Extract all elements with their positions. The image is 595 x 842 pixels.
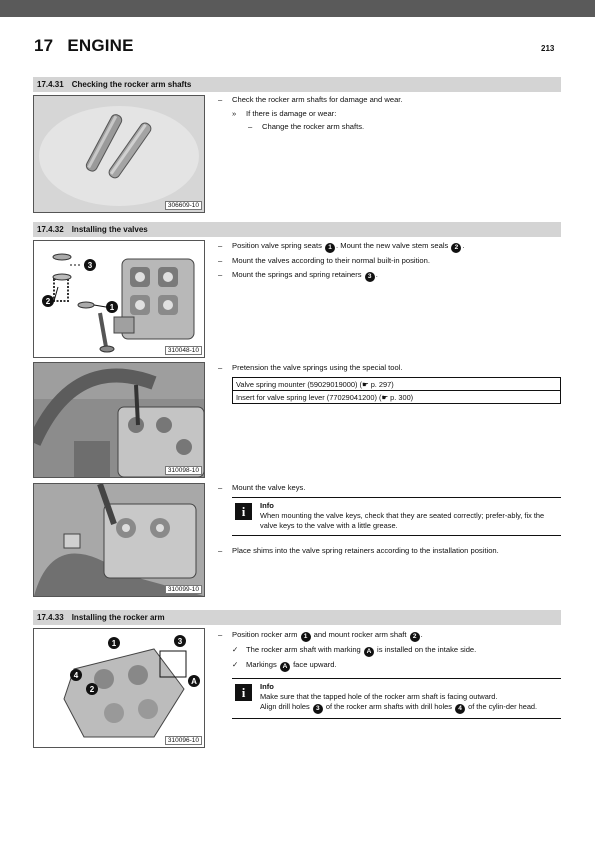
marker-2: 2 [89,685,95,694]
marker-2: 2 [45,297,51,306]
marker-4: 4 [73,671,79,680]
step: – Mount the valves according to their normal built-in position. [218,256,430,265]
sec2-steps-a [218,241,561,285]
step: – Mount the springs and spring retainers 3 . [218,269,378,280]
section-header-rocker-arm: 17.4.33 Installing the rocker arm [33,610,561,625]
figure-rocker-arm [33,628,205,748]
sec2-step-shims [218,546,561,560]
step: – Position rocker arm 1 and mount rocker arm shaft 2 . [218,630,423,640]
tool-row: Valve spring mounter (59029019000) (☛ p. 297) [233,378,561,391]
figure-id: 310048-10 [165,346,202,355]
cylinder-head-drawing [114,259,194,339]
marker-3: 3 [177,637,183,646]
sub-step: – Change the rocker arm shafts. [248,122,365,131]
tool-row: Insert for valve spring lever (77029041200) (☛ p. 300) [233,391,561,404]
top-bar [0,0,595,17]
info-icon: i [235,684,252,701]
info-box-rocker-shaft: i Info Make sure that the tapped hole of the rocker arm shaft is facing outward. Align drill holes 3 of the rocker arm shafts with drill holes 4 of the cylin-der head. [232,678,561,719]
step: – Position valve spring seats 1 . Mount the new valve stem seals 2 . [218,241,465,251]
figure-id: 306609-10 [165,201,202,210]
condition: » If there is damage or wear: [232,108,337,118]
marker-1: 1 [325,243,335,253]
special-tools-table [232,377,561,404]
figure-rocker-shafts [33,95,205,213]
marker-A: A [364,647,374,657]
sec1-steps [218,95,561,136]
page-ref-arrow-icon: ☛ [381,392,389,402]
sec3-steps [218,630,561,675]
check-icon: ✓ [232,645,239,654]
check-icon: ✓ [232,660,239,669]
figure-valve-keys [33,483,205,597]
section-header-installing-valves: 17.4.32 Installing the valves [33,222,561,237]
figure-id: 310098-10 [165,466,202,475]
marker-A: A [191,677,197,686]
step: – Pretension the valve springs using the special tool. [218,363,403,372]
chapter-title: 17 ENGINE [34,36,134,55]
step: – Check the rocker arm shafts for damage and wear. [218,95,403,104]
marker-4: 4 [455,704,465,714]
marker-3: 3 [365,272,375,282]
marker-3: 3 [87,261,93,270]
step: – Place shims into the valve spring retainers according to the installation position. [218,546,499,555]
marker-2: 2 [410,632,420,642]
sec2-step-keys [218,483,561,497]
marker-2: 2 [451,243,461,253]
marker-1: 1 [301,632,311,642]
marker-1: 1 [111,639,117,648]
marker-3: 3 [313,704,323,714]
section-header-rocker-shafts: 17.4.31 Checking the rocker arm shafts [33,77,561,92]
check-item: ✓ The rocker arm shaft with marking A is installed on the intake side. [232,645,477,655]
figure-valve-spring-tool [33,362,205,478]
page-ref-arrow-icon: ☛ [362,379,369,389]
step: – Mount the valve keys. [218,483,306,492]
marker-A: A [280,662,290,672]
figure-id: 310096-10 [165,736,202,745]
sec2-step-tool [218,363,561,377]
info-icon: i [235,503,252,520]
check-item: ✓ Markings A face upward. [232,660,337,670]
figure-id: 310099-10 [165,585,202,594]
marker-1: 1 [109,303,115,312]
info-box-valve-keys: i Info When mounting the valve keys, check that they are seated correctly; prefer-ably, fix the valve keys to the valve with a little grease. [232,497,561,536]
page-number: 213 [541,44,555,53]
figure-valve-parts [33,240,205,358]
